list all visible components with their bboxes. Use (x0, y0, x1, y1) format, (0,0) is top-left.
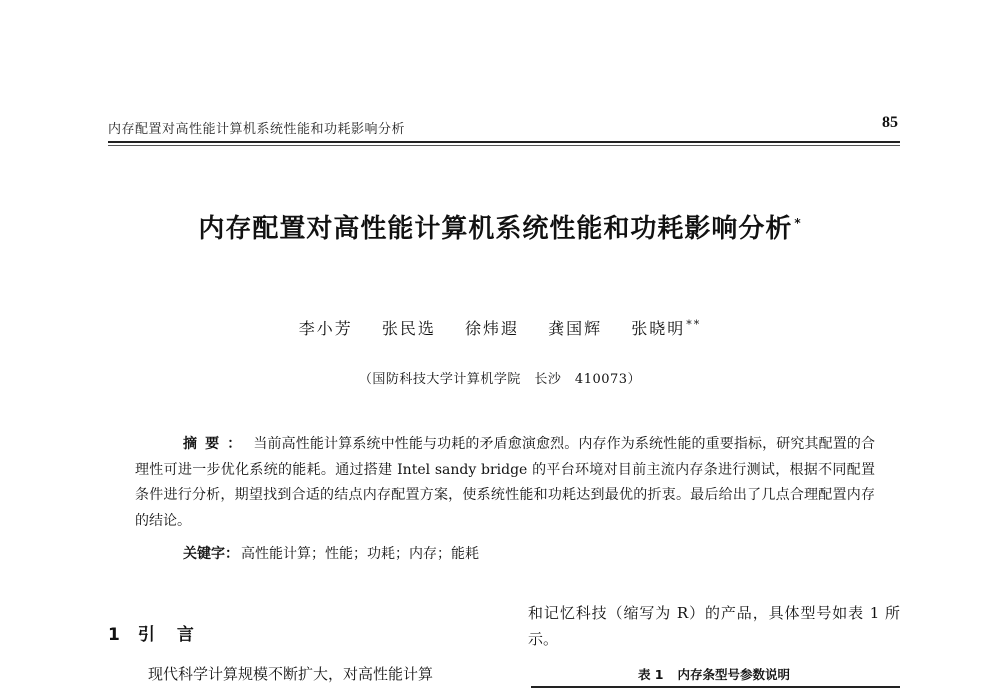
abstract-label: 摘要： (183, 436, 250, 452)
table-number: 表 1 (637, 667, 664, 682)
keywords (183, 543, 479, 563)
author-name-text: 徐炜遐 (464, 319, 519, 338)
title-footnote-mark: * (794, 216, 802, 231)
section-number: 1 (108, 625, 120, 645)
author-name (548, 319, 602, 338)
author-name (631, 319, 701, 338)
section-title: 引言 (137, 625, 216, 645)
paper-title (0, 208, 1000, 245)
body-paragraph-left: 现代科学计算规模不断扩大，对高性能计算 (148, 665, 434, 683)
running-header (108, 114, 898, 142)
author-name-text: 张晓明 (631, 319, 686, 338)
abstract-text: 当前高性能计算系统中性能与功耗的矛盾愈演愈烈。内存作为系统性能的重要指标，研究其配置的合理性可进一步优化系统的能耗。通过搭建 Intel sandy bridge 的平台环境对目前主流内存条进行测试，根据不同配置条件进行分析，期望找到合适的结点内存配置方案，使系统性能和功耗达到最优的折衷。最后给出了几点合理配置内存的结论。 (135, 436, 876, 529)
header-rule-thick (108, 141, 900, 143)
table-top-rule (531, 686, 900, 688)
author-name-text: 龚国辉 (548, 319, 603, 338)
author-list (0, 316, 1000, 339)
table-caption-text: 内存条型号参数说明 (677, 667, 791, 682)
keywords-text: 高性能计算；性能；功耗；内存；能耗 (241, 546, 479, 562)
abstract (135, 432, 875, 534)
author-name-text: 张民选 (381, 319, 436, 338)
header-rule-thin (108, 145, 900, 146)
author-name (465, 319, 519, 338)
keywords-label: 关键字： (183, 546, 239, 562)
affiliation: （国防科技大学计算机学院 长沙 410073） (358, 372, 642, 387)
page-number: 85 (882, 114, 898, 131)
table-caption (528, 665, 900, 683)
paper-title-text: 内存配置对高性能计算机系统性能和功耗影响分析 (198, 214, 793, 244)
author-name (382, 319, 436, 338)
author-name (299, 319, 353, 338)
body-paragraph-right: 和记忆科技（缩写为 R）的产品，具体型号如表 1 所示。 (528, 604, 900, 648)
author-name-text: 李小芳 (298, 319, 353, 338)
author-footnote-mark: ** (686, 317, 702, 331)
section-heading (108, 620, 216, 645)
running-header-title: 内存配置对高性能计算机系统性能和功耗影响分析 (108, 122, 406, 137)
